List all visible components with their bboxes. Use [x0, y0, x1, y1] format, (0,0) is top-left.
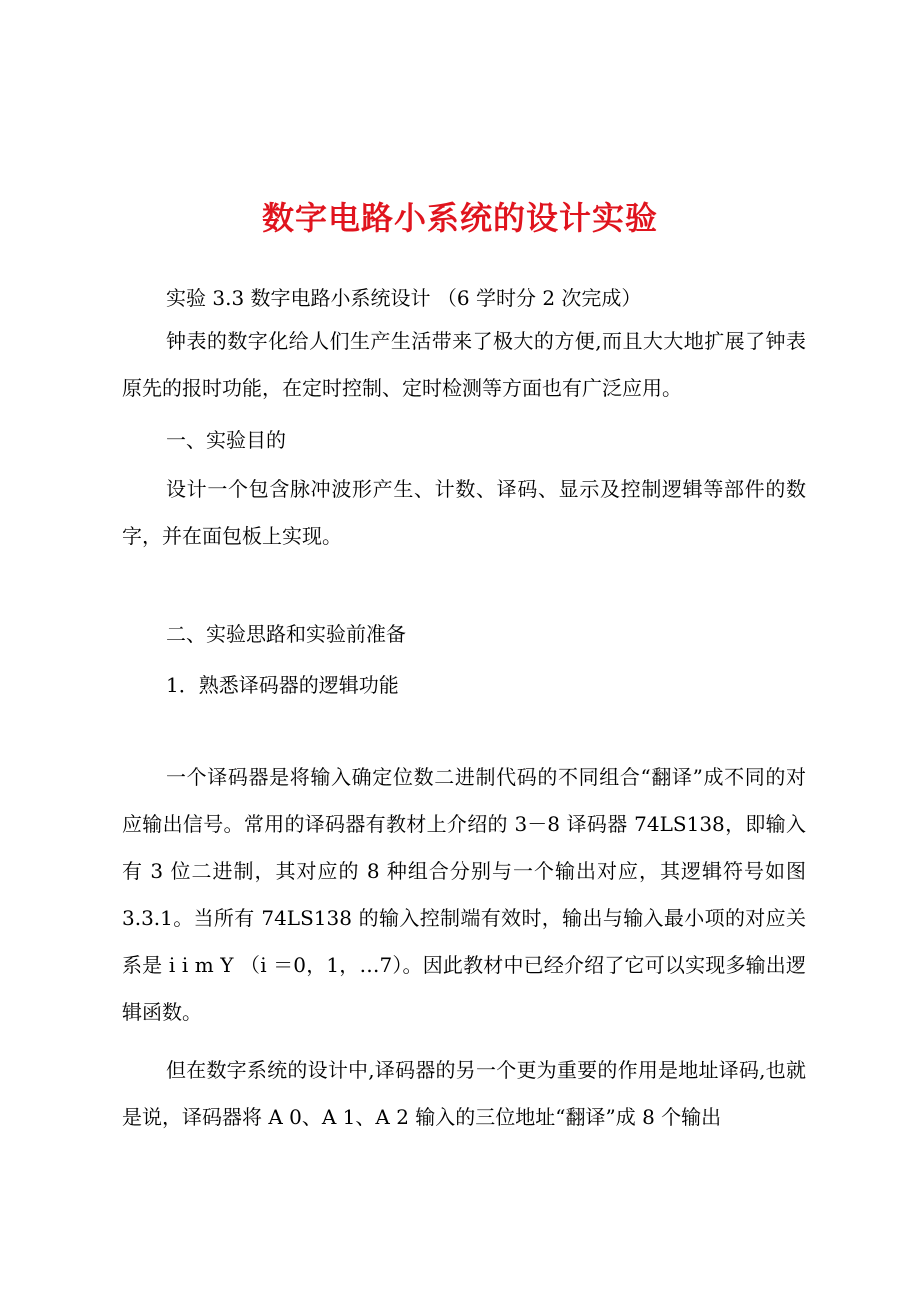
- document-title: 数字电路小系统的设计实验: [261, 199, 658, 237]
- section-heading-purpose: 一、实验目的: [166, 428, 286, 452]
- address-decoding-paragraph: 但在数字系统的设计中,译码器的另一个更为重要的作用是地址译码,也就是说，译码器将 A 0、A 1、A 2 输入的三位地址“翻译”成 8 个输出: [122, 1058, 806, 1129]
- intro-paragraph: 钟表的数字化给人们生产生活带来了极大的方便,而且大大地扩展了钟表原先的报时功能，在定时控制、定时检测等方面也有广泛应用。: [122, 329, 806, 400]
- experiment-subtitle: 实验 3.3 数字电路小系统设计 （6 学时分 2 次完成）: [166, 286, 642, 310]
- subsection-heading-decoder: 1．熟悉译码器的逻辑功能: [166, 673, 399, 697]
- section-heading-approach: 二、实验思路和实验前准备: [166, 622, 406, 646]
- decoder-paragraph: 一个译码器是将输入确定位数二进制代码的不同组合“翻译”成不同的对应输出信号。常用的译码器有教材上介绍的 3－8 译码器 74LS138，即输入有 3 位二进制，其对应的 8 种组合分别与一个输出对应，其逻辑符号如图 3.3.1。当所有 74LS138 的输入控制端有效时，输出与输入最小项的对应关系是 i i m Y （i ＝0，1，…7）。因此教材中已经介绍了它可以实现多输出逻辑函数。: [122, 765, 806, 1024]
- purpose-paragraph: 设计一个包含脉冲波形产生、计数、译码、显示及控制逻辑等部件的数字，并在面包板上实现。: [122, 477, 806, 548]
